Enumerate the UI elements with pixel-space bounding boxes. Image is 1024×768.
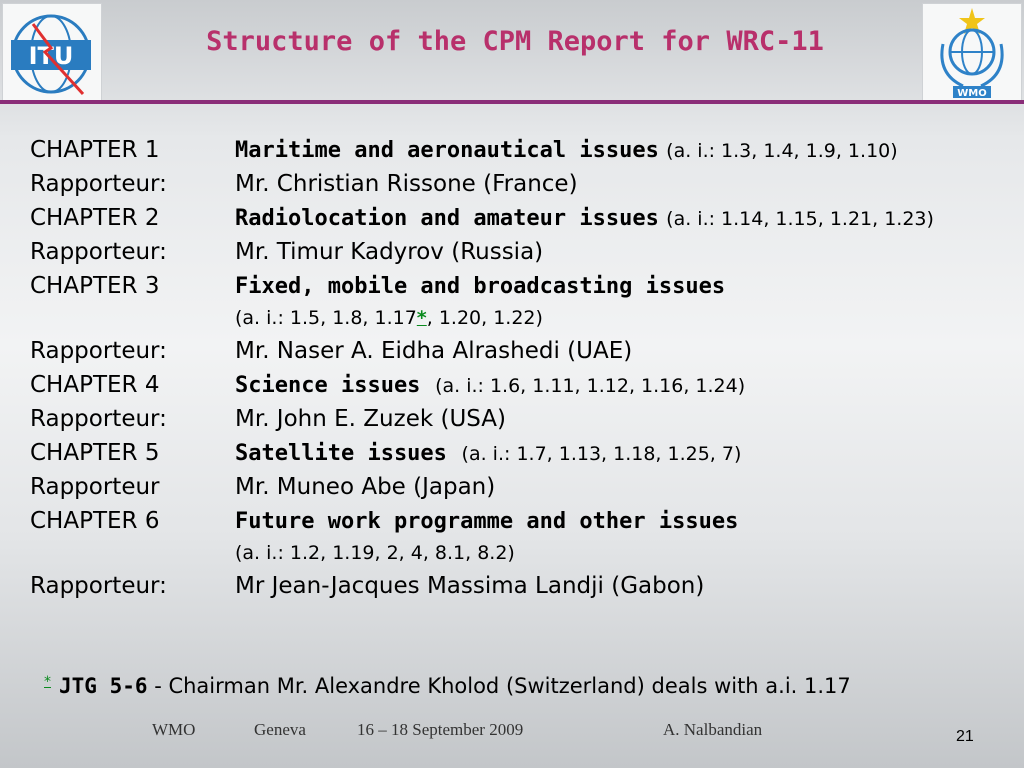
rapporteur-name: Mr. John E. Zuzek (USA) (235, 406, 507, 432)
footer-dates: 16 – 18 September 2009 (357, 720, 524, 739)
chapter-list (30, 133, 1020, 603)
itu-logo (2, 3, 102, 101)
rapporteur-name: Mr. Naser A. Eidha Alrashedi (UAE) (235, 338, 633, 364)
chapter-2-row (30, 201, 1020, 235)
chapter-3-row (30, 269, 1020, 303)
chapter-5-row (30, 436, 1020, 470)
chapter-1-row (30, 133, 1020, 167)
chapter-6-items-row (30, 538, 1020, 569)
page-number: 21 (956, 728, 974, 745)
chapter-6-row (30, 504, 1020, 538)
wmo-logo (922, 3, 1022, 101)
chapter-title: Radiolocation and amateur issues (235, 206, 659, 231)
agenda-items: (a. i.: 1.2, 1.19, 2, 4, 8.1, 8.2) (235, 542, 515, 564)
agenda-items: (a. i.: 1.3, 1.4, 1.9, 1.10) (666, 140, 898, 162)
rapporteur-1-row (30, 167, 1020, 201)
agenda-items-start: (a. i.: 1.5, 1.8, 1.17 (235, 307, 417, 329)
chapter-3-items-row (30, 303, 1020, 334)
rapporteur-name: Mr. Timur Kadyrov (Russia) (235, 239, 544, 265)
rapporteur-name: Mr Jean-Jacques Massima Landji (Gabon) (235, 573, 705, 599)
rapporteur-6-row (30, 569, 1020, 603)
footer-author: A. Nalbandian (663, 720, 763, 739)
agenda-items: (a. i.: 1.7, 1.13, 1.18, 1.25, 7) (461, 443, 742, 465)
footnote (44, 674, 851, 698)
footer-org: WMO (152, 720, 196, 739)
rapporteur-2-row (30, 235, 1020, 269)
chapter-label: CHAPTER 6 (30, 508, 160, 534)
footnote-jtg: JTG 5-6 (59, 674, 148, 698)
rapporteur-name: Mr. Christian Rissone (France) (235, 171, 578, 197)
rapporteur-label: Rapporteur: (30, 573, 167, 599)
footnote-star-link[interactable]: * (416, 307, 427, 329)
rapporteur-label: Rapporteur: (30, 338, 167, 364)
chapter-label: CHAPTER 5 (30, 440, 160, 466)
rapporteur-5-row (30, 470, 1020, 504)
chapter-4-row (30, 368, 1020, 402)
chapter-label: CHAPTER 1 (30, 137, 160, 163)
agenda-items-end: , 1.20, 1.22) (426, 307, 543, 329)
rapporteur-label: Rapporteur (30, 474, 160, 500)
rapporteur-label: Rapporteur: (30, 171, 167, 197)
footnote-star[interactable]: * (44, 674, 51, 690)
chapter-title: Science issues (235, 373, 421, 398)
rapporteur-name: Mr. Muneo Abe (Japan) (235, 474, 496, 500)
svg-text:WMO: WMO (957, 88, 987, 99)
footer-city: Geneva (254, 720, 306, 739)
rapporteur-4-row (30, 402, 1020, 436)
chapter-title: Maritime and aeronautical issues (235, 138, 659, 163)
rapporteur-label: Rapporteur: (30, 406, 167, 432)
page-title: Structure of the CPM Report for WRC-11 (206, 26, 824, 57)
chapter-label: CHAPTER 3 (30, 273, 160, 299)
chapter-title: Satellite issues (235, 441, 447, 466)
chapter-title: Fixed, mobile and broadcasting issues (235, 274, 726, 299)
chapter-label: CHAPTER 4 (30, 372, 160, 398)
agenda-items: (a. i.: 1.6, 1.11, 1.12, 1.16, 1.24) (435, 375, 746, 397)
chapter-title: Future work programme and other issues (235, 509, 739, 534)
chapter-label: CHAPTER 2 (30, 205, 160, 231)
agenda-items: (a. i.: 1.14, 1.15, 1.21, 1.23) (666, 208, 934, 230)
rapporteur-label: Rapporteur: (30, 239, 167, 265)
svg-text:ITU: ITU (28, 42, 74, 70)
rapporteur-3-row (30, 334, 1020, 368)
footnote-text: - Chairman Mr. Alexandre Kholod (Switzerland) deals with a.i. 1.17 (147, 674, 851, 698)
title-divider (0, 100, 1024, 104)
